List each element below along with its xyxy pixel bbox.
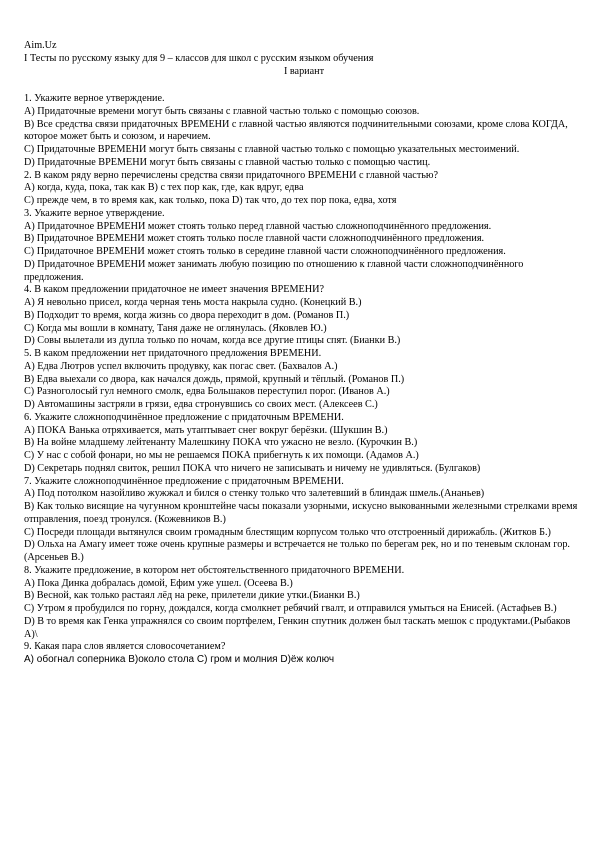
question-text: 9. Какая пара слов является словосочетанием? bbox=[24, 641, 226, 653]
answer-option: D) Секретарь поднял свиток, решил ПОКА что ничего не записывать и ничему не удивляться. (Булгаков) bbox=[24, 462, 481, 474]
question-text: 1. Укажите верное утверждение. bbox=[24, 93, 165, 104]
answer-option: C) Разноголосый гул немного смолк, едва Большаков переступил порог. (Иванов А.) bbox=[24, 386, 390, 398]
answer-option: C) Придаточное ВРЕМЕНИ может стоять только в середине главной части сложноподчинённого предложения. bbox=[24, 246, 506, 257]
document-header bbox=[24, 39, 584, 78]
site-name: Aim.Uz bbox=[24, 40, 57, 51]
answer-option: B) Весной, как только растаял лёд на реке, прилетели дикие утки.(Бианки В.) bbox=[24, 590, 360, 602]
answer-option: A) Придаточные времени могут быть связаны с главной частью только с помощью союзов. bbox=[24, 105, 420, 117]
answer-option: C) У нас с собой фонари, но мы не решаемся ПОКА прибегнуть к их помощи. (Адамов А.) bbox=[24, 450, 419, 461]
answer-option: A) Под потолком назойливо жужжал и бился о стенку только что залетевший в блиндаж шмель.(Ананьев) bbox=[24, 488, 485, 500]
answer-option: A) Едва Лютров успел включить продувку, как погас свет. (Бахвалов А.) bbox=[24, 360, 338, 372]
answer-option: A) Я невольно присел, когда черная тень моста накрыла судно. (Конецкий В.) bbox=[24, 297, 362, 308]
test-content bbox=[24, 93, 584, 667]
answer-option: A) Пока Динка добралась домой, Ефим уже ушел. (Осеева В.) bbox=[24, 577, 293, 589]
answer-option: D) Придаточные ВРЕМЕНИ могут быть связаны с главной частью только с помощью частиц. bbox=[24, 156, 431, 168]
question-text: 6. Укажите сложноподчинённое предложение с придаточным ВРЕМЕНИ. bbox=[24, 411, 344, 423]
answer-option: C) Придаточные ВРЕМЕНИ могут быть связаны с главной частью только с помощью указательных местоимений. bbox=[24, 144, 520, 155]
answer-options-q9: A) обогнал соперника B)около стола C) гром и молния D)ёж колюч bbox=[24, 654, 335, 665]
answer-option: A) Придаточное ВРЕМЕНИ может стоять только перед главной частью сложноподчинённого предложения. bbox=[24, 220, 492, 232]
question-text: 7. Укажите сложноподчинённое предложение с придаточным ВРЕМЕНИ. bbox=[24, 475, 344, 487]
variant-label: I вариант bbox=[283, 66, 325, 77]
answer-option: D) Автомашины застряли в грязи, едва стронувшись со своих мест. (Алексеев С.) bbox=[24, 399, 378, 410]
answer-option: D) Совы вылетали из дупла только по ночам, когда все другие птицы спят. (Бианки В.) bbox=[24, 335, 401, 347]
answer-option: C) прежде чем, в то время как, как только, пока D) так что, до тех пор пока, едва, хотя bbox=[24, 195, 397, 206]
question-text: 3. Укажите верное утверждение. bbox=[24, 207, 165, 219]
answer-option: B) Едва выехали со двора, как начался дождь, прямой, крупный и тёплый. (Романов П.) bbox=[24, 373, 405, 385]
answer-option: C) Утром я пробудился по горну, дождался, когда смолкнет ребячий гвалт, и отправился умыться на Енисей. (Астафьев В.) bbox=[24, 603, 557, 614]
answer-option: B) Как только висящие на чугунном кронштейне часы показали узорными, искусно выкованными железными стрелками время отправления, поезд тронулся. (Кожевников В.) bbox=[24, 501, 578, 525]
answer-option: B) Подходит то время, когда жизнь со двора переходит в дом. (Романов П.) bbox=[24, 309, 350, 321]
answer-option: A) ПОКА Ванька отряхивается, мать утаптывает снег вокруг берёзки. (Шукшин В.) bbox=[24, 424, 388, 436]
answer-option: A) когда, куда, пока, так как B) с тех пор как, где, как вдруг, едва bbox=[24, 182, 304, 194]
answer-option: B) Придаточное ВРЕМЕНИ может стоять только после главной части сложноподчинённого предложения. bbox=[24, 233, 485, 245]
answer-option: B) Все средства связи придаточных ВРЕМЕНИ с главной частью являются подчинительными союзами, кроме слова КОГДА, которое может быть и союзом, и наречием. bbox=[24, 118, 568, 143]
question-text: 4. В каком предложении придаточное не имеет значения ВРЕМЕНИ? bbox=[24, 284, 325, 296]
question-text: 5. В каком предложении нет придаточного предложения ВРЕМЕНИ. bbox=[24, 348, 322, 359]
document-title: I Тесты по русскому языку для 9 – классов для школ с русским языком обучения bbox=[24, 53, 374, 64]
answer-option: D) Придаточное ВРЕМЕНИ может занимать любую позицию по отношению к главной части сложноподчинённого предложения. bbox=[24, 258, 524, 283]
question-text: 8. Укажите предложение, в котором нет обстоятельственного придаточного ВРЕМЕНИ. bbox=[24, 564, 405, 576]
question-text: 2. В каком ряду верно перечислены средства связи придаточного ВРЕМЕНИ с главной частью? bbox=[24, 169, 439, 181]
answer-option: D) В то время как Генка упражнялся со своим портфелем, Генкин спутник должен был таскать мешок с продуктами.(Рыбаков А)\ bbox=[24, 615, 571, 640]
answer-option: C) Когда мы вошли в комнату, Таня даже не оглянулась. (Яковлев Ю.) bbox=[24, 322, 327, 334]
answer-option: D) Ольха на Амагу имеет тоже очень крупные размеры и встречается не только по берегам рек, но и по теневым склонам гор.(Арсеньев В.) bbox=[24, 539, 570, 563]
answer-option: C) Посреди площади вытянулся своим громадным блестящим корпусом только что отстроенный дирижабль. (Житков Б.) bbox=[24, 526, 551, 538]
answer-option: B) На войне младшему лейтенанту Малешкину ПОКА что ужасно не везло. (Курочкин В.) bbox=[24, 437, 418, 449]
